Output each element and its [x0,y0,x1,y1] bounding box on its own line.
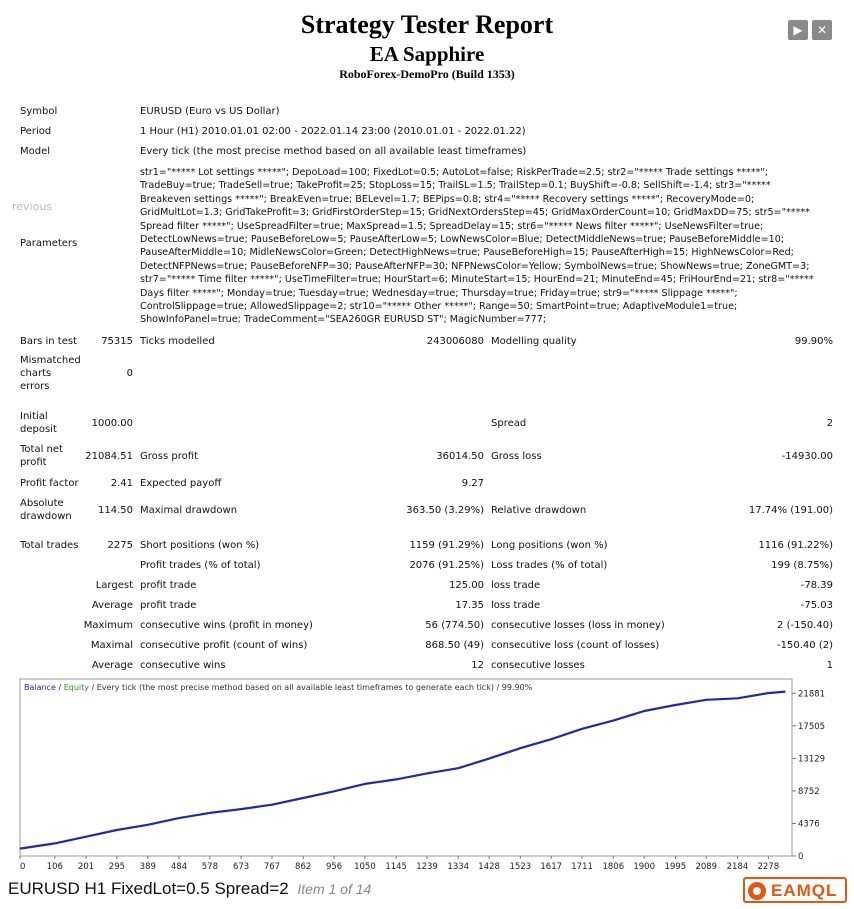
symbol-label: Symbol [20,106,58,117]
absdd-value: 114.50 [98,505,133,516]
period-label: Period [20,126,52,137]
eamql-logo[interactable] [743,877,847,903]
maximal-profit-value: 868.50 (49) [425,640,484,651]
x-tick-label: 2089 [695,862,718,872]
spread-label: Spread [491,418,527,429]
loss-trades-value: 199 (8.75%) [771,560,833,571]
legend-balance: Balance [24,683,56,692]
avg-wins-value: 12 [471,660,484,671]
balance-chart [18,677,838,872]
average-loss-value: -75.03 [800,600,833,611]
parameters-line: Days filter *****"; Monday=true; Tuesday=true; Wednesday=true; Thursday=true; Friday=true; str9="***** Slippage *****"; [140,287,738,299]
x-tick-label: 484 [170,862,188,872]
max-wins-value: 56 (774.50) [425,620,484,631]
payoff-label: Expected payoff [140,478,222,489]
maximum-label: Maximum [83,620,133,631]
previous-link[interactable]: revious [12,200,53,213]
x-tick-label: 389 [139,862,156,872]
average-profit-value: 17.35 [455,600,484,611]
absdd-label-2: drawdown [20,511,72,522]
average-loss-label: loss trade [491,600,541,611]
logo-text: EAMQL [771,881,838,900]
x-tick-label: 1711 [571,862,593,872]
largest-loss-value: -78.39 [800,580,833,591]
maximal-profit-label: consecutive profit (count of wins) [140,640,308,651]
model-label: Model [20,146,51,157]
legend-equity: Equity [63,683,89,692]
x-tick-label: 2278 [757,862,780,872]
server-build: RoboForex-DemoPro (Build 1353) [339,67,515,81]
legend-description: / Every tick (the most precise method based on all available least timeframes to generate each tick) / 99.90% [88,683,533,692]
reldd-label: Relative drawdown [491,505,587,516]
grossprofit-label: Gross profit [140,451,198,462]
x-tick-label: 767 [263,862,281,872]
average-profit-label: profit trade [140,600,197,611]
x-tick-label: 106 [46,862,63,872]
maxdd-label: Maximal drawdown [140,505,238,516]
parameters-line: Spread filter *****"; UseSpreadFilter=true; MaxSpread=1.5; SpreadDelay=15; str6="***** News filter *****"; UseNewsFilter=true; [140,220,764,232]
reldd-value: 17.74% (191.00) [748,505,833,516]
max-losses-value: 2 (-150.40) [777,620,833,631]
mismatch-value: 0 [126,368,133,379]
x-tick-label: 1239 [416,862,438,872]
footer-caption-text: EURUSD H1 FixedLot=0.5 Spread=2 [8,879,289,898]
quality-value: 99.90% [794,336,833,347]
profit-trades-label: Profit trades (% of total) [140,560,261,571]
bars-label: Bars in test [20,336,77,347]
parameters-line: DetectNFPNews=true; PauseBeforeNFP=30; PauseAfterNFP=30; NFPNewsColor=Yellow; SymbolNews=true; ShowNews=true; ZoneGMT=3; [140,260,810,272]
x-tick-label: 1428 [478,862,500,872]
footer-caption [8,879,371,899]
parameters-line: Breakeven settings *****"; BreakEven=true; BELevel=1.7; BEPips=0.8; str4="***** Recovery settings *****"; RecoveryMode=0; [140,193,755,205]
x-tick-label: 2184 [726,862,749,872]
x-tick-label: 1617 [540,862,563,872]
grossloss-label: Gross loss [491,451,542,462]
y-tick-label: 4376 [798,819,820,830]
maxdd-value: 363.50 (3.29%) [406,505,484,516]
parameters-line: str7="***** Time filter *****"; UseTimeFilter=true; HourStart=6; MinuteStart=15; HourEnd=21; MinuteEnd=45; FriHourEnd=21; str8="***** [140,274,814,286]
ticks-label: Ticks modelled [140,336,215,347]
period-value: 1 Hour (H1) 2010.01.01 02:00 - 2022.01.14 23:00 (2010.01.01 - 2022.01.22) [140,126,526,137]
model-value: Every tick (the most precise method based on all available least timeframes) [140,146,527,157]
y-tick-label: 0 [798,852,804,862]
y-tick-label: 21881 [798,689,826,700]
mismatch-label-2: charts [20,368,52,379]
y-tick-label: 8752 [798,786,820,797]
symbol-value: EURUSD (Euro vs US Dollar) [140,106,280,117]
long-value: 1116 (91.22%) [758,540,833,551]
largest-profit-label: profit trade [140,580,197,591]
item-counter: Item 1 of 14 [297,881,372,897]
short-value: 1159 (91.29%) [409,540,484,551]
pf-label: Profit factor [20,478,79,489]
largest-loss-label: loss trade [491,580,541,591]
netprofit-value: 21084.51 [85,451,133,462]
total-label: Total trades [20,540,79,551]
spread-value: 2 [826,418,833,429]
parameters-line: str1="***** Lot settings *****"; DepoLoad=100; FixedLot=0.5; AutoLot=false; RiskPerTrade=2.5; str2="***** Trade settings *****"; [140,167,769,178]
pf-value: 2.41 [110,478,133,489]
max-losses-label: consecutive losses (loss in money) [491,620,665,631]
quality-label: Modelling quality [491,336,577,347]
largest-label: Largest [95,580,133,591]
netprofit-label-1: Total net [20,444,63,455]
ticks-value: 243006080 [426,336,484,347]
payoff-value: 9.27 [461,478,484,489]
avg-losses-value: 1 [826,660,833,671]
report-title: Strategy Tester Report [300,10,554,39]
logo-mark-icon [748,882,766,900]
average-consec-label: Average [91,660,133,671]
maximal-label: Maximal [90,640,133,651]
maximal-loss-label: consecutive loss (count of losses) [491,640,660,651]
x-tick-label: 295 [108,862,126,872]
deposit-label-2: deposit [20,424,57,435]
x-tick-label: 1995 [664,862,687,872]
parameters-value [140,166,840,327]
x-tick-label: 1806 [602,862,625,872]
deposit-label-1: Initial [20,411,48,422]
short-label: Short positions (won %) [140,540,260,551]
parameters-line: ControlSlippage=true; AllowedSlippage=2; str10="***** Other *****"; Range=50; SmartPoint=true; AdaptiveModule1=true; [140,301,738,313]
parameters-label: Parameters [20,238,78,249]
x-tick-label: 201 [77,862,95,872]
x-tick-label: 1145 [385,862,407,872]
netprofit-label-2: profit [20,457,47,468]
mismatch-label-1: Mismatched [20,355,81,366]
largest-profit-value: 125.00 [449,580,484,591]
long-label: Long positions (won %) [491,540,608,551]
avg-wins-label: consecutive wins [140,660,226,671]
parameters-line: TradeBuy=true; TradeSell=true; TakeProfit=25; StopLoss=15; TrailSL=1.5; TrailStep=0.1; BuyShift=-0.8; SellShift=-1.4; str3="***** [140,180,771,192]
maximal-loss-value: -150.40 (2) [777,640,833,651]
x-tick-label: 1523 [509,862,532,872]
bars-value: 75315 [101,336,133,347]
close-button[interactable]: ✕ [812,20,832,40]
x-tick-label: 1334 [447,862,470,872]
grossloss-value: -14930.00 [781,451,833,462]
deposit-value: 1000.00 [91,418,133,429]
y-tick-label: 17505 [798,721,826,732]
absdd-label-1: Absolute [20,498,64,509]
chart-legend [24,683,533,692]
avg-losses-label: consecutive losses [491,660,585,671]
y-tick-label: 13129 [798,754,826,765]
parameters-line: GridMultLot=1.3; GridTakeProfit=3; GridFirstOrderStep=15; GridNextOrdersStep=45; GridMaxOrderCount=10; GridMaxDD=75; str5="***** [140,207,810,219]
ea-name: EA Sapphire [369,42,485,66]
x-tick-label: 578 [201,862,218,872]
profit-trades-value: 2076 (91.25%) [409,560,484,571]
x-tick-label: 1050 [354,862,376,872]
average-label: Average [91,600,133,611]
x-tick-label: 0 [20,862,26,872]
parameters-line: DetectLowNews=true; PauseBeforeLow=5; PauseAfterLow=5; LowNewsColor=Blue; DetectMiddleNews=true; PauseBeforeMiddle=10; [140,234,785,246]
parameters-line: ShowInfoPanel=true; TradeComment="SEA260GR EURUSD ST"; MagicNumber=777; [140,314,547,326]
x-tick-label: 1900 [633,862,655,872]
loss-trades-label: Loss trades (% of total) [491,560,608,571]
legend-separator: / [55,683,64,692]
x-tick-label: 673 [232,862,250,872]
grossprofit-value: 36014.50 [436,451,484,462]
mismatch-label-3: errors [20,381,50,392]
x-tick-label: 956 [325,862,343,872]
x-tick-label: 862 [295,862,312,872]
total-value: 2275 [107,540,133,551]
parameters-line: PauseAfterMiddle=10; MidleNewsColor=Green; DetectHighNews=true; PauseBeforeHigh=15; PauseAfterHigh=15; HighNewsColor=Red; [140,247,794,259]
play-button[interactable]: ▶ [788,20,808,40]
max-wins-label: consecutive wins (profit in money) [140,620,313,631]
